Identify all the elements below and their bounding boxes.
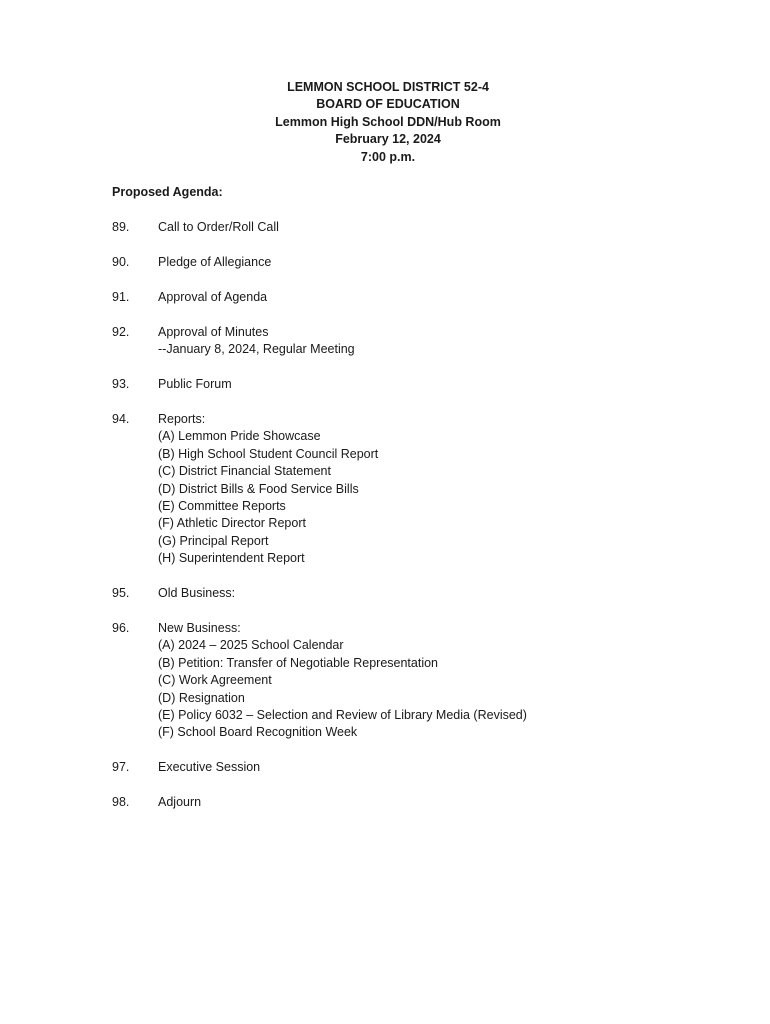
- agenda-subitem: (E) Committee Reports: [158, 498, 286, 513]
- agenda-subitem: (F) School Board Recognition Week: [158, 725, 358, 740]
- agenda-item-number: 97.: [112, 760, 130, 775]
- agenda-item-title: New Business:: [158, 621, 241, 635]
- meeting-location: Lemmon High School DDN/Hub Room: [275, 114, 501, 129]
- agenda-subitem: (F) Athletic Director Report: [158, 516, 306, 531]
- agenda-item-body: [158, 324, 355, 359]
- agenda-subitem: (D) Resignation: [158, 690, 245, 705]
- agenda-item: [112, 324, 712, 359]
- meeting-time: 7:00 p.m.: [360, 149, 416, 164]
- document-header: [0, 79, 770, 166]
- board-name: BOARD OF EDUCATION: [316, 97, 460, 112]
- agenda-subitem: (A) Lemmon Pride Showcase: [158, 429, 321, 444]
- agenda-subitem: (C) District Financial Statement: [158, 464, 331, 479]
- agenda-subitem: (C) Work Agreement: [158, 673, 272, 688]
- agenda-item: [112, 585, 712, 602]
- agenda-subitem: (B) High School Student Council Report: [158, 446, 379, 461]
- agenda-item-number: 98.: [112, 795, 130, 810]
- agenda-item-number: 93.: [112, 377, 130, 392]
- agenda-item-title: Approval of Minutes: [158, 324, 269, 339]
- meeting-date: February 12, 2024: [335, 132, 441, 147]
- agenda-subitem: (E) Policy 6032 – Selection and Review of Library Media (Revised): [158, 708, 527, 723]
- agenda-item: [112, 254, 712, 271]
- agenda-item-body: [158, 620, 527, 742]
- agenda-title: Proposed Agenda:: [112, 185, 223, 199]
- agenda-item-body: [158, 411, 378, 568]
- agenda-item-number: 89.: [112, 220, 130, 234]
- agenda-subitem: (B) Petition: Transfer of Negotiable Representation: [158, 655, 439, 670]
- agenda-item-title: Public Forum: [158, 377, 232, 392]
- agenda-item-number: 95.: [112, 586, 130, 601]
- agenda-item-body: [158, 289, 267, 306]
- agenda-item-title: Adjourn: [158, 795, 202, 810]
- agenda-item: [112, 411, 712, 568]
- agenda-item: [112, 289, 712, 306]
- agenda-list: [112, 219, 712, 829]
- agenda-subitem: (A) 2024 – 2025 School Calendar: [158, 638, 344, 653]
- agenda-item-title: Pledge of Allegiance: [158, 254, 272, 269]
- agenda-subitem: --January 8, 2024, Regular Meeting: [158, 342, 355, 357]
- agenda-item-title: Reports:: [158, 411, 206, 426]
- agenda-subitem: (D) District Bills & Food Service Bills: [158, 481, 359, 496]
- district-name: LEMMON SCHOOL DISTRICT 52-4: [287, 80, 489, 94]
- agenda-item-title: Approval of Agenda: [158, 289, 268, 304]
- agenda-item-number: 90.: [112, 254, 130, 269]
- agenda-item-body: [158, 585, 235, 602]
- agenda-item: [112, 794, 712, 811]
- agenda-item: [112, 759, 712, 776]
- agenda-item-body: [158, 759, 260, 776]
- agenda-item-title: Executive Session: [158, 760, 261, 775]
- agenda-item-number: 92.: [112, 324, 130, 339]
- agenda-item: [112, 620, 712, 742]
- agenda-item: [112, 219, 712, 236]
- agenda-item-body: [158, 219, 279, 236]
- agenda-item-number: 91.: [112, 289, 130, 304]
- agenda-item-body: [158, 254, 271, 271]
- agenda-item: [112, 376, 712, 393]
- agenda-subitem: (G) Principal Report: [158, 533, 269, 548]
- agenda-item-title: Call to Order/Roll Call: [158, 220, 279, 234]
- agenda-item-number: 96.: [112, 621, 130, 635]
- agenda-item-number: 94.: [112, 411, 130, 426]
- agenda-subitem: (H) Superintendent Report: [158, 551, 305, 566]
- agenda-item-body: [158, 376, 232, 393]
- agenda-item-body: [158, 794, 201, 811]
- agenda-item-title: Old Business:: [158, 586, 236, 601]
